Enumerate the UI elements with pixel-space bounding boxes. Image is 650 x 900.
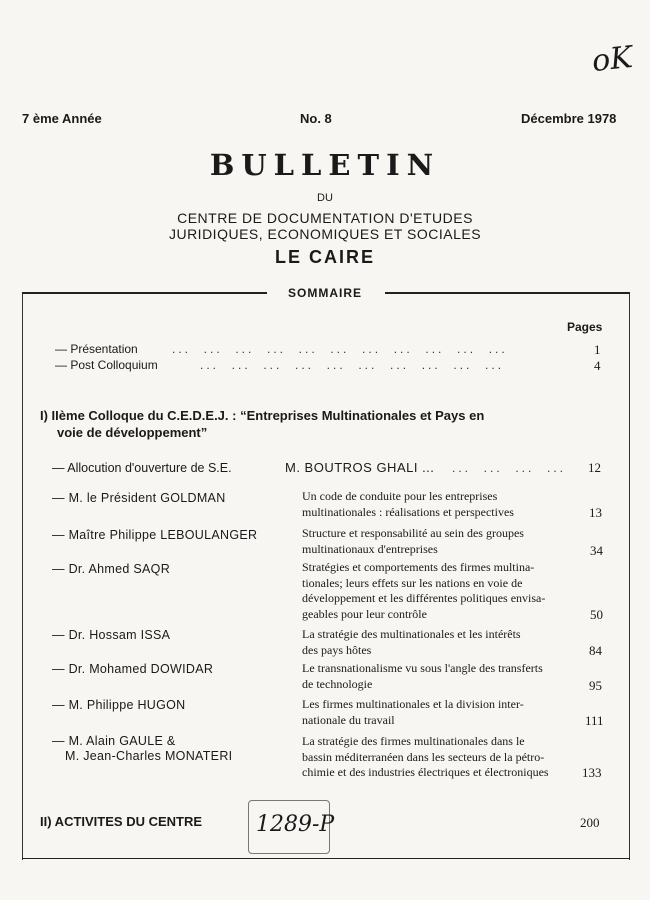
issue-date: Décembre 1978 — [521, 111, 617, 126]
toc-page: 12 — [588, 460, 601, 475]
entry-title-line: bassin méditerranéen dans les secteurs de la pétro- — [302, 749, 545, 764]
entry-title-line: Le transnationalisme vu sous l'angle des transferts — [302, 661, 543, 675]
toc-page: 95 — [589, 678, 602, 693]
title-du: DU — [317, 192, 333, 204]
entry-title-line: multinationaux d'entreprises — [302, 541, 438, 556]
entry-title-line: Un code de conduite pour les entreprises — [302, 489, 498, 503]
toc-page: 13 — [589, 505, 602, 520]
archive-stamp-text: 1289-P — [256, 812, 335, 837]
entry-author: — Dr. Ahmed SAQR — [52, 562, 171, 576]
entry-title-line: des pays hôtes — [302, 642, 372, 657]
toc-page: 50 — [590, 607, 603, 622]
entry-author: — Dr. Hossam ISSA — [52, 628, 171, 642]
page-title: BULLETIN — [209, 148, 441, 182]
city-label: LE CAIRE — [274, 247, 375, 267]
entry-title-line: nationale du travail — [302, 712, 395, 727]
entry-title — [302, 526, 584, 557]
toc-leader: ... ... ... ... ... ... ... ... ... ... — [200, 358, 505, 372]
section-2-heading: II) ACTIVITES DU CENTRE — [40, 814, 203, 829]
entry-title-line: tionales; leurs effets sur les nations en voie de — [302, 575, 523, 590]
allocution-name: M. BOUTROS GHALI ... — [285, 460, 435, 475]
entry-title-line: développement et les différentes politiques envisa- — [302, 591, 546, 605]
centre-line-2: JURIDIQUES, ECONOMIQUES ET SOCIALES — [168, 226, 482, 242]
allocution-label: — Allocution d'ouverture de S.E. — [52, 461, 232, 475]
entry-title-line: La stratégie des multinationales et les intérêts — [302, 627, 521, 641]
entry-author: — M. le Président GOLDMAN — [52, 491, 226, 505]
toc-page: 1 — [594, 342, 601, 357]
entry-title-line: geables pour leur contrôle — [302, 606, 427, 621]
entry-title-line: Stratégies et comportements des firmes multina- — [302, 560, 535, 574]
entry-author: — M. Philippe HUGON — [52, 698, 186, 712]
entry-title — [302, 489, 584, 520]
toc-page: 111 — [585, 713, 604, 728]
entry-title — [302, 734, 584, 781]
entry-author: — M. Alain GAULE & — [52, 734, 176, 748]
entry-title-line: La stratégie des firmes multinationales dans le — [302, 734, 525, 748]
handwritten-annotation: oK — [590, 39, 635, 80]
section-1-heading: I) IIème Colloque du C.E.D.E.J. : “Entreprises Multinationales et Pays en — [40, 408, 485, 423]
pages-column-label: Pages — [567, 320, 603, 334]
frame-bottom — [22, 858, 630, 859]
centre-line-1: CENTRE DE DOCUMENTATION D'ETUDES — [177, 210, 473, 226]
frame-right — [629, 294, 630, 860]
sommaire-heading: SOMMAIRE — [288, 286, 362, 300]
toc-page: 200 — [580, 815, 600, 830]
entry-title — [302, 697, 584, 728]
entry-title-line: de technologie — [302, 676, 373, 691]
entry-title-line: chimie et des industries électriques et électroniques — [302, 765, 549, 779]
toc-page: 34 — [590, 543, 603, 558]
entry-title-line: multinationales : réalisations et perspectives — [302, 504, 514, 519]
toc-page: 4 — [594, 358, 601, 373]
frame-left — [22, 294, 23, 860]
entry-author: — Maître Philippe LEBOULANGER — [52, 528, 258, 542]
section-1-heading-cont: voie de développement” — [57, 425, 208, 440]
entry-title — [302, 560, 584, 622]
toc-item-post-colloquium: — Post Colloquium — [55, 358, 158, 372]
issue-number: No. 8 — [300, 111, 332, 126]
toc-leader: ... ... ... ... — [452, 461, 567, 475]
entry-title-line: Structure et responsabilité au sein des groupes — [302, 526, 524, 540]
toc-page: 133 — [582, 765, 602, 780]
entry-title-line: Les firmes multinationales et la division inter- — [302, 697, 524, 711]
toc-item-presentation: — Présentation — [55, 342, 138, 356]
entry-title — [302, 661, 584, 692]
toc-page: 84 — [589, 643, 602, 658]
toc-leader: ... ... ... ... ... ... ... ... ... ... ... — [172, 342, 508, 356]
year-label: 7 ème Année — [22, 111, 102, 126]
entry-author: — Dr. Mohamed DOWIDAR — [52, 662, 214, 676]
entry-author-2: M. Jean-Charles MONATERI — [65, 749, 233, 763]
entry-title — [302, 627, 584, 658]
